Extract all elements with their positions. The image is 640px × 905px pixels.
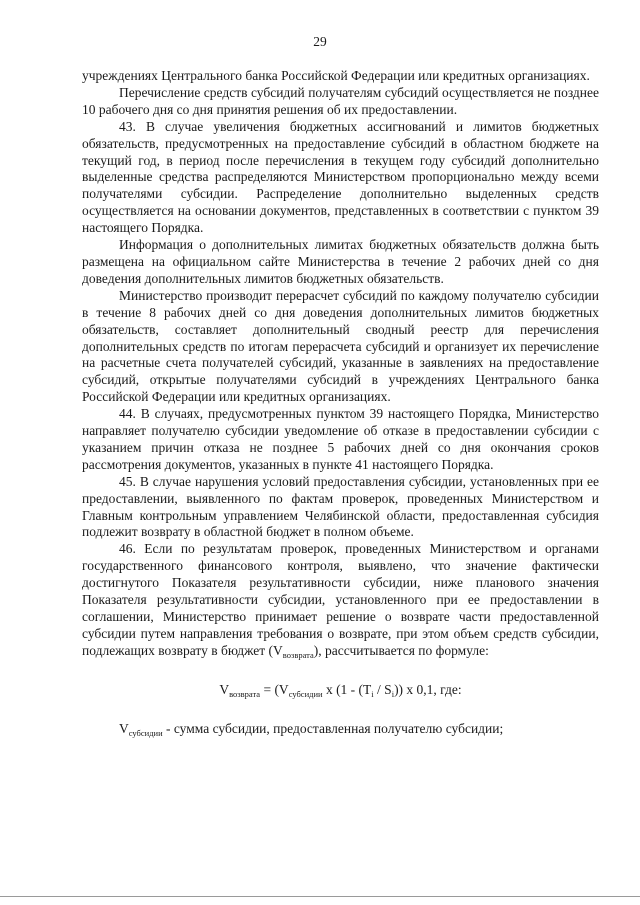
- v-return-symbol: ($V_{возврата}$: [268, 642, 314, 660]
- paragraph-continuation: учреждениях Центрального банка Российской Федерации или кредитных организациях.: [82, 68, 590, 83]
- paragraph-46: [82, 541, 599, 663]
- definition-v-subsidy: $V_{субсидии}$ - сумма субсидии, предоставленная получателю субсидии;: [119, 720, 504, 738]
- paragraph-43-recalc: Министерство производит перерасчет субсидий по каждому получателю субсидии в течение 8 рабочих дней со дня доведения дополнительных лимитов бюджетных обязательств, составляет дополнительный сводный реестр для перечисления дополнительных средств по итогам перерасчета субсидий и организует их перечисление на расчетные счета получателей субсидий, указанные в заявлениях на предоставление субсидий, открытые получателями субсидий в учреждениях Центрального банка Российской Федерации или кредитных организациях.: [82, 287, 599, 405]
- document-body: [82, 68, 599, 742]
- return-formula: $V_{возврата} = (V_{субсидии}$ x $(1 - (T_i / S_i))$ x 0,1, где:: [219, 681, 462, 699]
- scan-bottom-edge: [0, 896, 640, 897]
- paragraph-45: 45. В случае нарушения условий предоставления субсидии, установленных при ее предоставлении, выявленного по фактам проверок, проведенных Министерством и Главным контрольным управлением Челябинской области, предоставленная субсидия подлежит возврату в областной бюджет в полном объеме.: [82, 473, 599, 540]
- paragraph-43-info: Информация о дополнительных лимитах бюджетных обязательств должна быть размещена на официальном сайте Министерства в течение 2 рабочих дней со дня доведения дополнительных лимитов бюджетных обязательств.: [82, 237, 599, 286]
- paragraph-43: 43. В случае увеличения бюджетных ассигнований и лимитов бюджетных обязательств, предусмотренных на предоставление субсидий в областном бюджете на текущий год, в период после перечисления в текущем году субсидий дополнительно выделенные средства распределяются Министерством пропорционально между всеми получателями субсидии. Распределение дополнительно выделенных средств осуществляется на основании документов, представленных в соответствии с пунктом 39 настоящего Порядка.: [82, 118, 599, 236]
- paragraph-46-text: 46. Если по результатам проверок, проведенных Министерством и органами государственного финансового контроля, выявлено, что значение фактически достигнутого Показателя результативности субсидии, ниже планового значения Показателя результативности субсидии, установленного при ее предоставлении в соглашении, Министерство принимает решение о возврате части предоставленной субсидии путем направления требования о возврате, при этом объем средств субсидии, подлежащих возврату в бюджет: [82, 541, 599, 658]
- page-number: 29: [313, 34, 327, 49]
- paragraph-44: 44. В случаях, предусмотренных пунктом 39 настоящего Порядка, Министерство направляет получателю субсидии уведомление об отказе в предоставлении субсидии с указанием причин отказа не позднее 5 рабочих дней со дня окончания сроков рассмотрения документов, указанных в пункте 41 настоящего Порядка.: [82, 406, 599, 472]
- paragraph-transfer-deadline: Перечисление средств субсидий получателям субсидий осуществляется не позднее 10 рабочего дня со дня принятия решения об их предоставлении.: [82, 84, 599, 117]
- paragraph-46-end: ), рассчитывается по формуле:: [313, 642, 489, 658]
